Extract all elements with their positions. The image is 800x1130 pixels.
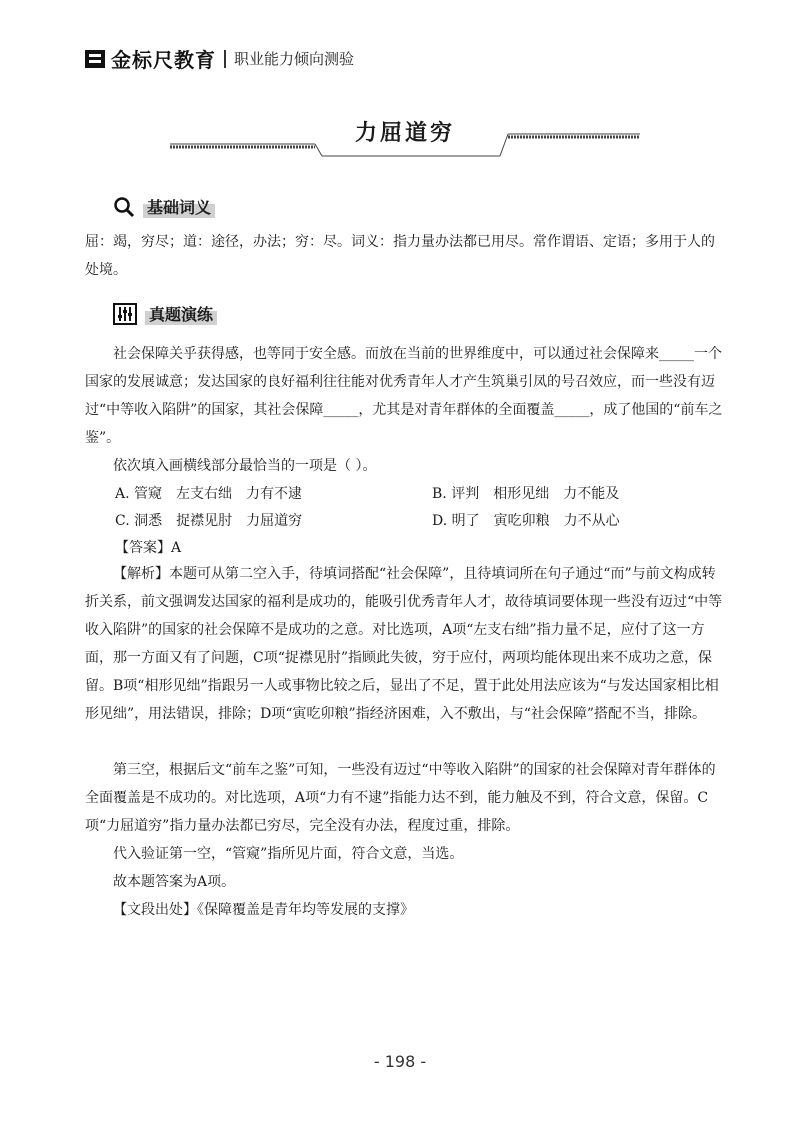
basic-meaning-text: 屈：竭，穷尽；道：途径，办法；穷：尽。词义：指力量办法都已用尽。常作谓语、定语；多用于人的处境。 (85, 234, 715, 278)
page-number: - 198 - (373, 1052, 427, 1071)
option-a: A. 管窥 左支右绌 力有不逮 (115, 486, 303, 502)
answer-line: 【答案】A (115, 540, 182, 556)
page-header (85, 44, 354, 73)
analysis-paragraph-4: 故本题答案为A项。 (113, 874, 236, 890)
page-title: 力屈道穷 (354, 120, 455, 146)
header-subtitle: 职业能力倾向测验 (234, 50, 355, 68)
section-heading: 真题演练 (145, 302, 217, 325)
analysis-paragraph-1: 【解析】本题可从第二空入手，待填词搭配“社会保障”，且待填词所在句子通过“而”与前文构成转折关系，前文强调发达国家的福利是成功的，能吸引优秀青年人才，故待填词要体现一些没有迈过“中等收入陷阱”的国家的社会保障不是成功的之意。对比选项，A项“左支右绌”指力量不足，应付了这一方面，那一方面又有了问题，C项“捉襟见肘”指顾此失彼，穷于应付，两项均能体现出来不成功之意，保留。B项“相形见绌”指跟另一人或事物比较之后，显出了不足，置于此处用法应该为“与发达国家相比相形见绌”，用法错误，排除；D项“寅吃卯粮”指经济困难，入不敷出，与“社会保障”搭配不当，排除。 (85, 566, 723, 722)
option-d: D. 明了 寅吃卯粮 力不从心 (432, 513, 620, 529)
section-basic-meaning (113, 195, 215, 218)
question-prompt: 依次填入画横线部分最恰当的一项是（ ）。 (113, 458, 377, 474)
source-citation: 【文段出处】《保障覆盖是青年均等发展的支撑》 (113, 902, 414, 918)
brand-name: 金标尺教育 (111, 48, 216, 72)
question-passage: 社会保障关乎获得感，也等同于安全感。而放在当前的世界维度中，可以通过社会保障来_____一个国家的发展诚意；发达国家的良好福利往往能对优秀青年人才产生筑巢引凤的号召效应，而一些没有迈过“中等收入陷阱”的国家，其社会保障_____，尤其是对青年群体的全面覆盖_____，成了他国的“前车之鉴”。 (85, 346, 723, 446)
option-c: C. 洞悉 捉襟见肘 力屈道穷 (115, 513, 303, 529)
analysis-paragraph-2: 第三空，根据后文“前车之鉴”可知，一些没有迈过“中等收入陷阱”的国家的社会保障对青年群体的全面覆盖是不成功的。对比选项，A项“力有不逮”指能力达不到，能力触及不到，符合文意，保留。C项“力屈道穷”指力量办法都已穷尽，完全没有办法，程度过重，排除。 (85, 762, 716, 834)
section-practice (113, 302, 217, 325)
title-banner (170, 110, 640, 162)
analysis-paragraph-3: 代入验证第一空，“管窥”指所见片面，符合文意，当选。 (113, 846, 464, 862)
header-divider (224, 50, 226, 68)
option-b: B. 评判 相形见绌 力不能及 (432, 486, 620, 502)
magnifier-icon (113, 196, 135, 218)
equalizer-icon (113, 303, 137, 325)
section-heading: 基础词义 (143, 195, 215, 218)
brand-logo-icon (85, 48, 105, 70)
